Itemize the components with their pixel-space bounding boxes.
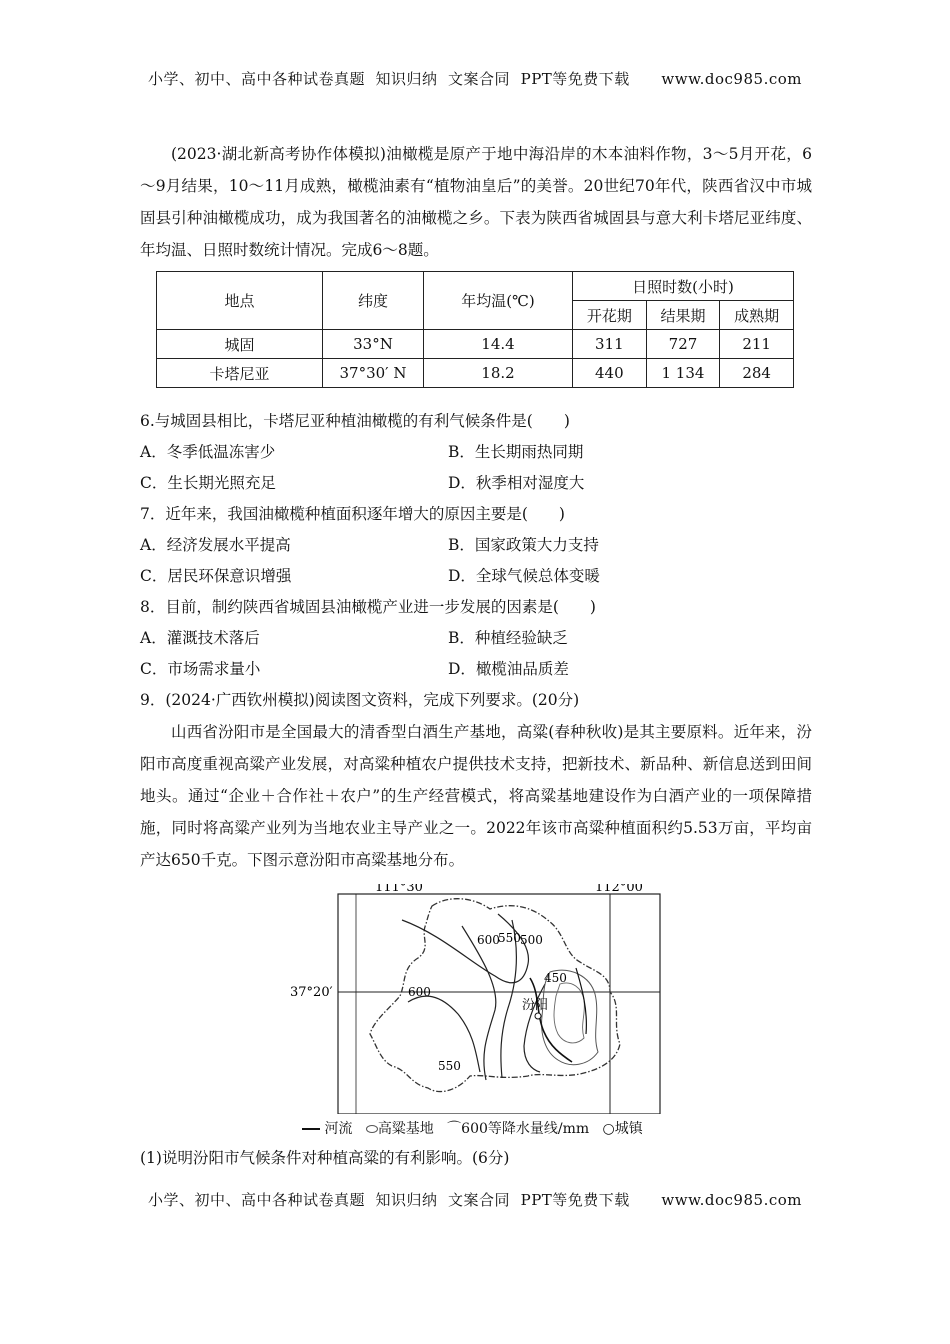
lon-left-label: 111°30′ [375, 884, 426, 895]
legend-town: 城镇 [614, 1121, 643, 1137]
table-row [157, 359, 794, 388]
cell-temp: 14.4 [424, 330, 573, 359]
q6-option-d[interactable]: D．秋季相对湿度大 [448, 474, 585, 492]
cell-place: 城固 [157, 330, 323, 359]
river-main [530, 978, 572, 1062]
q6-option-a[interactable]: A．冬季低温冻害少 [140, 443, 276, 461]
q7-option-d[interactable]: D．全球气候总体变暖 [448, 567, 600, 585]
cell-place: 卡塔尼亚 [157, 359, 323, 388]
q8-option-c[interactable]: C．市场需求量小 [140, 660, 261, 678]
q6-option-c[interactable]: C．生长期光照充足 [140, 474, 276, 492]
isoline-label: 550 [498, 931, 521, 945]
isoline-label: 600 [408, 985, 431, 999]
cell-flower: 440 [573, 359, 647, 388]
cell-fruit: 1 134 [646, 359, 720, 388]
q7-option-b[interactable]: B．国家政策大力支持 [448, 536, 599, 554]
cell-lat: 37°30′ N [323, 359, 424, 388]
page-header: 小学、初中、高中各种试卷真题 知识归纳 文案合同 PPT等免费下载 www.doc985.com [147, 70, 802, 88]
sorghum-map [140, 884, 812, 1114]
question-7: 7．近年来，我国油橄榄种植面积逐年增大的原因主要是( ) [140, 505, 565, 523]
map-legend [302, 1118, 812, 1138]
legend-base: 高粱基地 [377, 1121, 434, 1137]
river-legend-icon [302, 1128, 320, 1130]
isoline-label: 550 [438, 1059, 461, 1073]
legend-river: 河流 [324, 1121, 353, 1137]
base-legend-icon [366, 1125, 378, 1133]
question-9-1: (1)说明汾阳市气候条件对种植高粱的有利影响。(6分) [140, 1149, 510, 1167]
th-place: 地点 [157, 272, 323, 330]
legend-isoline: 等降水量线/mm [487, 1121, 590, 1137]
isoline-550-mid [462, 926, 496, 1080]
question-6: 6.与城固县相比，卡塔尼亚种植油橄榄的有利气候条件是( ) [140, 412, 570, 430]
map-frame [338, 894, 660, 1114]
cell-ripe: 284 [720, 359, 794, 388]
isoline-label: 600 [477, 933, 500, 947]
table-row [157, 330, 794, 359]
th-flower: 开花期 [573, 301, 647, 330]
isoline-legend-icon: ⌒ [447, 1121, 462, 1137]
th-sun: 日照时数(小时) [573, 272, 794, 301]
th-lat: 纬度 [323, 272, 424, 330]
question-8: 8．目前，制约陕西省城固县油橄榄产业进一步发展的因素是( ) [140, 598, 596, 616]
isoline-600 [402, 914, 528, 983]
q8-option-a[interactable]: A．灌溉技术落后 [140, 629, 260, 647]
cell-lat: 33°N [323, 330, 424, 359]
cell-fruit: 727 [646, 330, 720, 359]
q9-material: 山西省汾阳市是全国最大的清香型白酒生产基地，高粱(春种秋收)是其主要原料。近年来，汾阳市高度重视高粱产业发展，对高粱种植农户提供技术支持，把新技术、新品种、新信息送到田间地头。通过“企业＋合作社＋农户”的生产经营模式，将高粱基地建设作为白酒产业的一项保障措施，同时将高粱产业列为当地农业主导产业之一。2022年该市高粱种植面积约5.53万亩，平均亩产达650千克。下图示意汾阳市高粱基地分布。 [140, 723, 812, 869]
q8-option-d[interactable]: D．橄榄油品质差 [448, 660, 569, 678]
th-temp: 年均温(℃) [424, 272, 573, 330]
lat-label: 37°20′ [290, 985, 333, 1000]
lon-right-label: 112°00′ [595, 884, 646, 895]
question-9: 9．(2024·广西钦州模拟)阅读图文资料，完成下列要求。(20分) [140, 691, 580, 709]
town-legend-icon: ○ [602, 1121, 615, 1137]
fenyang-town-marker [535, 1013, 541, 1019]
cell-ripe: 211 [720, 330, 794, 359]
th-ripe: 成熟期 [720, 301, 794, 330]
q6-option-b[interactable]: B．生长期雨热同期 [448, 443, 584, 461]
intro-paragraph: (2023·湖北新高考协作体模拟)油橄榄是原产于地中海沿岸的木本油料作物，3～5月开花，6～9月结果，10～11月成熟，橄榄油素有“植物油皇后”的美誉。20世纪70年代，陕西省汉中市城固县引种油橄榄成功，成为我国著名的油橄榄之乡。下表为陕西省城固县与意大利卡塔尼亚纬度、年均温、日照时数统计情况。完成6～8题。 [140, 145, 812, 259]
cell-flower: 311 [573, 330, 647, 359]
th-fruit: 结果期 [646, 301, 720, 330]
legend-isoline-sample: 600 [461, 1121, 488, 1137]
city-label: 汾阳 [522, 998, 549, 1013]
q7-option-c[interactable]: C．居民环保意识增强 [140, 567, 292, 585]
page-footer: 小学、初中、高中各种试卷真题 知识归纳 文案合同 PPT等免费下载 www.doc985.com [147, 1191, 802, 1209]
cell-temp: 18.2 [424, 359, 573, 388]
q8-option-b[interactable]: B．种植经验缺乏 [448, 629, 568, 647]
climate-table [156, 271, 794, 388]
sorghum-map-figure [140, 884, 812, 1137]
isoline-label: 450 [544, 971, 567, 985]
q7-option-a[interactable]: A．经济发展水平提高 [140, 536, 291, 554]
isoline-label: 500 [520, 933, 543, 947]
exam-content [140, 138, 812, 1137]
